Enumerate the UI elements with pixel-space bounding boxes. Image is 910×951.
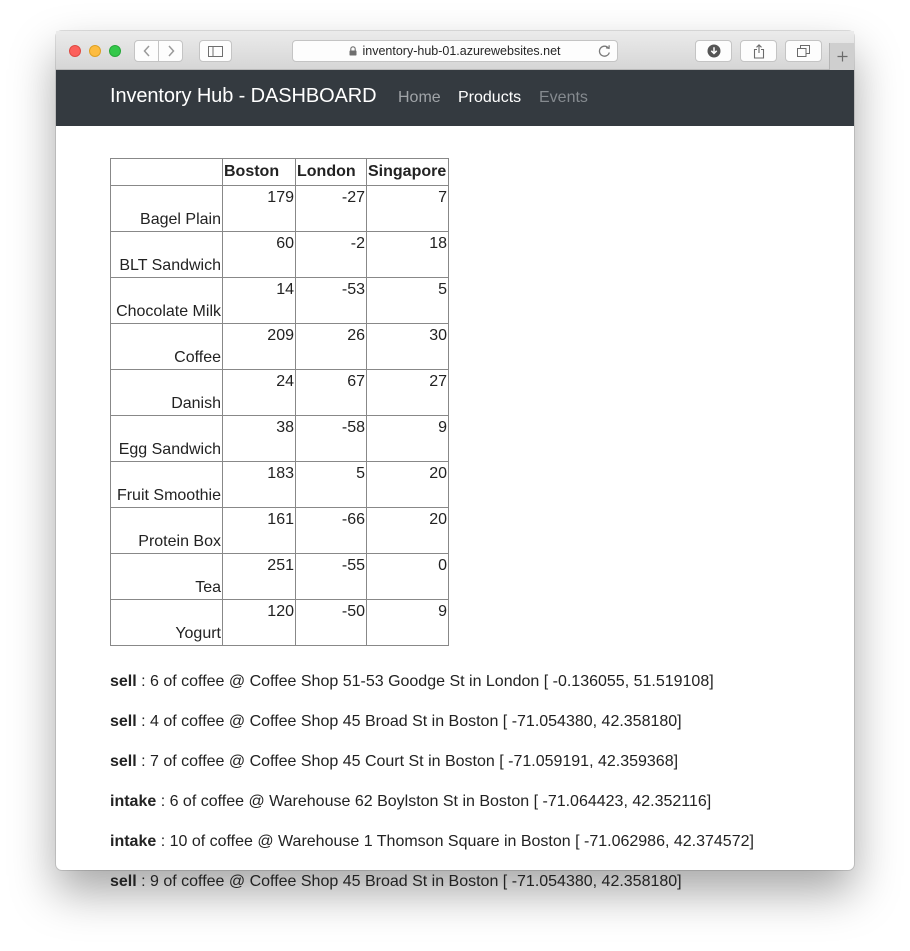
- event-item: [110, 832, 754, 872]
- london-count: -66: [296, 508, 367, 554]
- singapore-count: 9: [367, 416, 449, 462]
- singapore-count: 18: [367, 232, 449, 278]
- singapore-count: 7: [367, 186, 449, 232]
- download-icon: [707, 44, 721, 58]
- event-type: sell: [110, 753, 137, 770]
- singapore-count: 30: [367, 324, 449, 370]
- boston-count: 251: [223, 554, 296, 600]
- table-row: [111, 186, 449, 232]
- singapore-count: 20: [367, 508, 449, 554]
- product-name: BLT Sandwich: [111, 232, 223, 278]
- event-item: [110, 792, 754, 832]
- address-bar[interactable]: [292, 40, 618, 62]
- event-item: [110, 712, 754, 752]
- chevron-left-icon: [143, 45, 151, 57]
- event-details: : 9 of coffee @ Coffee Shop 45 Broad St in Boston [ -71.054380, 42.358180]: [136, 873, 682, 890]
- table-row: [111, 232, 449, 278]
- product-name: Coffee: [111, 324, 223, 370]
- singapore-count: 27: [367, 370, 449, 416]
- nav-link-events[interactable]: Events: [539, 89, 588, 106]
- lock-icon: [349, 46, 357, 56]
- close-window-button[interactable]: [69, 45, 81, 57]
- boston-count: 179: [223, 186, 296, 232]
- forward-button[interactable]: [158, 40, 183, 62]
- chevron-right-icon: [167, 45, 175, 57]
- event-details: : 10 of coffee @ Warehouse 1 Thomson Square in Boston [ -71.062986, 42.374572]: [156, 833, 754, 850]
- boston-count: 60: [223, 232, 296, 278]
- downloads-button[interactable]: [695, 40, 732, 62]
- back-button[interactable]: [134, 40, 159, 62]
- table-row: [111, 370, 449, 416]
- browser-window: [56, 31, 854, 890]
- tabs-icon: [797, 45, 810, 57]
- london-count: -53: [296, 278, 367, 324]
- london-count: -50: [296, 600, 367, 646]
- url-text: inventory-hub-01.azurewebsites.net: [362, 44, 561, 58]
- boston-count: 14: [223, 278, 296, 324]
- boston-count: 38: [223, 416, 296, 462]
- product-name: Yogurt: [111, 600, 223, 646]
- nav-link-home[interactable]: Home: [398, 89, 441, 106]
- table-row: [111, 324, 449, 370]
- table-header-row: [111, 159, 449, 186]
- product-name: Chocolate Milk: [111, 278, 223, 324]
- new-tab-button[interactable]: [829, 43, 854, 70]
- table-row: [111, 600, 449, 646]
- product-name: Fruit Smoothie: [111, 462, 223, 508]
- column-header-product: [111, 159, 223, 186]
- product-name: Egg Sandwich: [111, 416, 223, 462]
- top-navbar: [56, 70, 854, 126]
- london-count: -2: [296, 232, 367, 278]
- singapore-count: 9: [367, 600, 449, 646]
- product-name: Tea: [111, 554, 223, 600]
- singapore-count: 20: [367, 462, 449, 508]
- event-item: [110, 672, 754, 712]
- event-item: [110, 752, 754, 792]
- event-type: intake: [110, 793, 157, 810]
- share-button[interactable]: [740, 40, 777, 62]
- london-count: -55: [296, 554, 367, 600]
- reload-icon[interactable]: [598, 44, 611, 58]
- london-count: 5: [296, 462, 367, 508]
- event-details: : 7 of coffee @ Coffee Shop 45 Court St in Boston [ -71.059191, 42.359368]: [136, 753, 679, 770]
- singapore-count: 5: [367, 278, 449, 324]
- inventory-table: [110, 158, 449, 646]
- sidebar-toggle-button[interactable]: [199, 40, 232, 62]
- singapore-count: 0: [367, 554, 449, 600]
- event-item: [110, 872, 754, 912]
- nav-link-products[interactable]: Products: [458, 89, 522, 106]
- zoom-window-button[interactable]: [109, 45, 121, 57]
- column-header-singapore: Singapore: [367, 159, 449, 186]
- event-log: [110, 672, 754, 912]
- share-icon: [753, 44, 765, 59]
- event-type: sell: [110, 713, 137, 730]
- event-details: : 6 of coffee @ Warehouse 62 Boylston St in Boston [ -71.064423, 42.352116]: [156, 793, 712, 810]
- event-type: sell: [110, 673, 137, 690]
- table-row: [111, 416, 449, 462]
- event-details: : 6 of coffee @ Coffee Shop 51-53 Goodge St in London [ -0.136055, 51.519108]: [136, 673, 714, 690]
- boston-count: 183: [223, 462, 296, 508]
- show-tabs-button[interactable]: [785, 40, 822, 62]
- event-type: sell: [110, 873, 137, 890]
- table-row: [111, 462, 449, 508]
- london-count: -27: [296, 186, 367, 232]
- product-name: Danish: [111, 370, 223, 416]
- minimize-window-button[interactable]: [89, 45, 101, 57]
- table-row: [111, 554, 449, 600]
- plus-icon: [837, 51, 848, 62]
- london-count: -58: [296, 416, 367, 462]
- brand-title[interactable]: Inventory Hub - DASHBOARD: [110, 85, 377, 107]
- boston-count: 161: [223, 508, 296, 554]
- london-count: 26: [296, 324, 367, 370]
- london-count: 67: [296, 370, 367, 416]
- sidebar-icon: [208, 46, 223, 57]
- boston-count: 120: [223, 600, 296, 646]
- table-row: [111, 508, 449, 554]
- product-name: Protein Box: [111, 508, 223, 554]
- table-row: [111, 278, 449, 324]
- browser-toolbar: [56, 31, 854, 70]
- event-type: intake: [110, 833, 157, 850]
- event-details: : 4 of coffee @ Coffee Shop 45 Broad St in Boston [ -71.054380, 42.358180]: [136, 713, 682, 730]
- column-header-london: London: [296, 159, 367, 186]
- boston-count: 209: [223, 324, 296, 370]
- boston-count: 24: [223, 370, 296, 416]
- product-name: Bagel Plain: [111, 186, 223, 232]
- column-header-boston: Boston: [223, 159, 296, 186]
